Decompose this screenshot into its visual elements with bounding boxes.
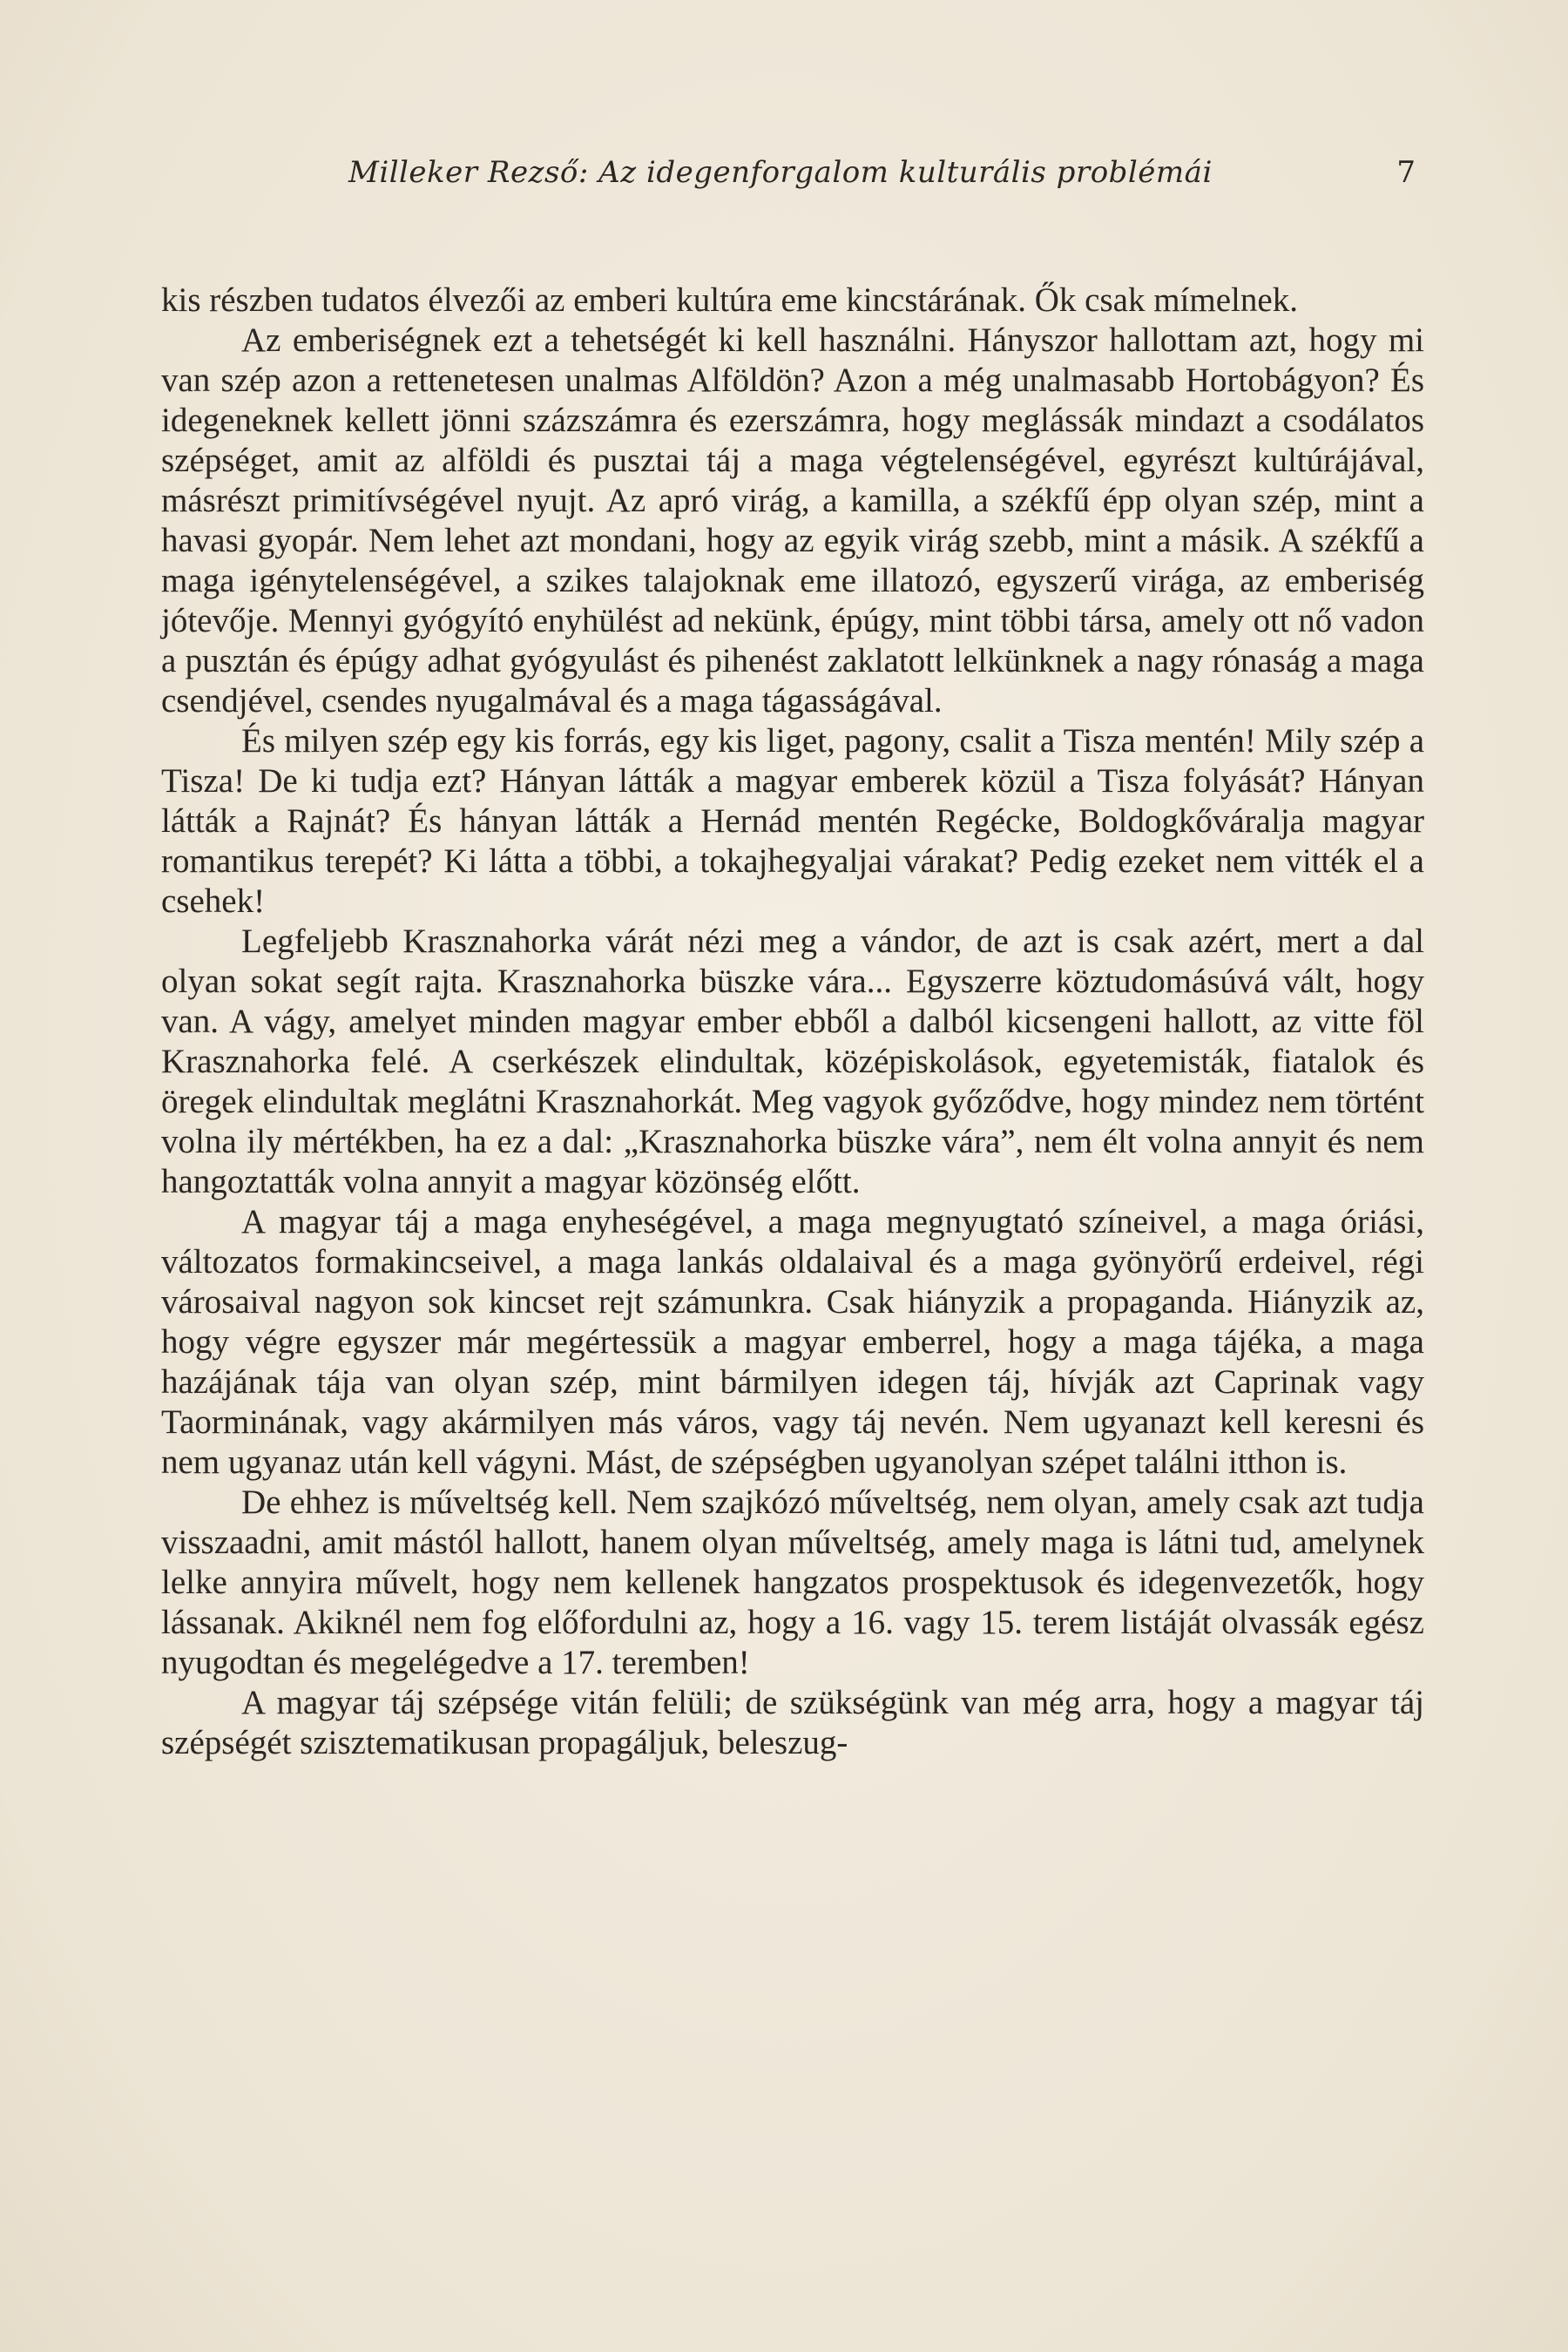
page-number: 7 <box>1396 155 1416 190</box>
running-head <box>161 155 1416 199</box>
running-head-author: Milleker Rezső: <box>348 155 589 190</box>
body-text <box>161 280 1424 1763</box>
running-head-article-title: Az idegenforgalom kulturális problémái <box>598 155 1213 190</box>
paragraph-4: Legfeljebb Krasznahorka várát nézi meg a vándor, de azt is csak azért, mert a dal olyan sokat segít rajta. Krasznahorka büszke vára... Egyszerre köztudomásúvá vált, hogy van. A vágy, amelyet minden magyar ember ebből a dalból kicsengeni hallott, az vitte föl Krasznahorka felé. A cserkészek elindultak, középiskolások, egyetemisták, fiatalok és öregek elindultak meglátni Krasznahorkát. Meg vagyok győződve, hogy mindez nem történt volna ily mértékben, ha ez a dal: „Krasznahorka büszke vára”, nem élt volna annyit és nem hangoztatták volna annyit a magyar közönség előtt. <box>161 923 1424 1200</box>
paragraph-2: Az emberiségnek ezt a tehetségét ki kell használni. Hányszor hallottam azt, hogy mi van szép azon a rettenetesen unalmas Alföldön? Azon a még unalmasabb Hortobágyon? És idegeneknek kellett jönni százszámra és ezerszámra, hogy meglássák mindazt a csodálatos szépséget, amit az alföldi és pusztai táj a maga végtelenségével, egyrészt kultúrájával, másrészt primitívségével nyujt. Az apró virág, a kamilla, a székfű épp olyan szép, mint a havasi gyopár. Nem lehet azt mondani, hogy az egyik virág szebb, mint a másik. A székfű a maga igénytelenségével, a szikes talajoknak eme illatozó, egyszerű virága, az emberiség jótevője. Mennyi gyógyító enyhülést ad nekünk, épúgy, mint többi társa, amely ott nő vadon a pusztán és épúgy adhat gyógyulást és pihenést zaklatott lelkünknek a nagy rónaság a maga csendjével, csendes nyugalmával és a maga tágasságával. <box>161 321 1424 720</box>
paragraph-5: A magyar táj a maga enyheségével, a maga megnyugtató színeivel, a maga óriási, változatos formakincseivel, a maga lankás oldalaival és a maga gyönyörű erdeivel, régi városaival nagyon sok kincset rejt számunkra. Csak hiányzik a propaganda. Hiányzik az, hogy végre egyszer már megértessük a magyar emberrel, hogy a maga tájéka, a maga hazájának tája van olyan szép, mint bármilyen idegen táj, hívják azt Caprinak vagy Taorminának, vagy akármilyen más város, vagy táj nevén. Nem ugyanazt kell keresni és nem ugyanaz után kell vágyni. Mást, de szépségben ugyanolyan szépet találni itthon is. <box>161 1203 1424 1481</box>
paragraph-6: De ehhez is műveltség kell. Nem szajkózó műveltség, nem olyan, amely csak azt tudja visszaadni, amit mástól hallott, hanem olyan műveltség, amely maga is látni tud, amelynek lelke annyira művelt, hogy nem kellenek hangzatos prospektusok és idegenvezetők, hogy lássanak. Akiknél nem fog előfordulni az, hogy a 16. vagy 15. terem listáját olvassák egész nyugodtan és megelégedve a 17. teremben! <box>161 1484 1424 1681</box>
paragraph-1: kis részben tudatos élvezői az emberi kultúra eme kincstárának. Ők csak mímelnek. <box>161 281 1298 319</box>
paragraph-7: A magyar táj szépsége vitán felüli; de szükségünk van még arra, hogy a magyar táj szépségét szisztematikusan propagáljuk, beleszug- <box>161 1684 1424 1761</box>
paragraph-3: És milyen szép egy kis forrás, egy kis liget, pagony, csalit a Tisza mentén! Mily szép a Tisza! De ki tudja ezt? Hányan látták a magyar emberek közül a Tisza folyását? Hányan látták a Rajnát? És hányan látták a Hernád mentén Regécke, Boldogkőváralja magyar romantikus terepét? Ki látta a többi, a tokajhegyaljai várakat? Pedig ezeket nem vitték el a csehek! <box>161 722 1424 920</box>
running-head-title <box>348 155 1213 190</box>
